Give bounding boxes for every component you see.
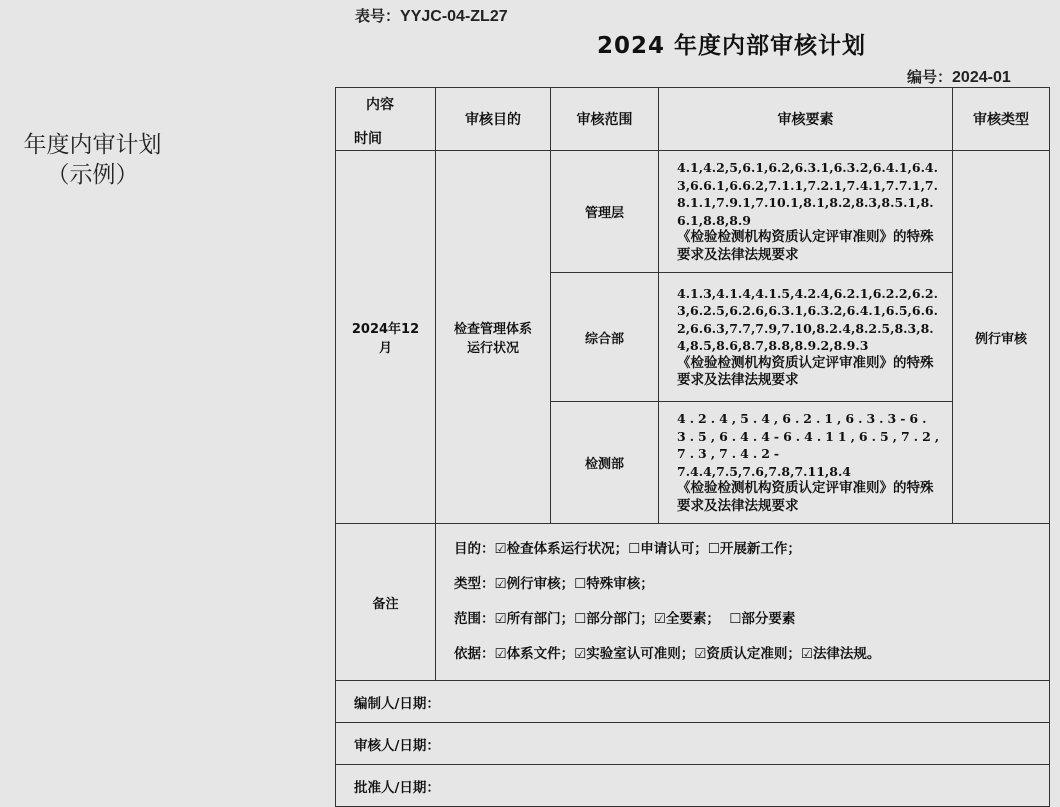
approved-by-field[interactable]: 批准人/日期： [336,765,1050,807]
checkbox-icon[interactable]: ☑ [653,611,666,627]
audit-time: 2024年12月 [351,322,420,356]
option-label: 所有部门； [506,611,575,627]
scope-general-dept: 综合部 [551,273,659,402]
signature-row [336,681,1050,723]
notes-label: 备注 [372,596,399,612]
audit-plan-table [335,87,1050,807]
audit-time-cell [336,151,436,524]
clauses-general-dept: 4.1.3,4.1.4,4.1.5,4.2.4,6.2.1,6.2.2,6.2.3,6.2.5,6.2.6,6.3.1,6.3.2,6.4.1,6.5,6.6.2,6.6.3,7.7,7.9,7.10,8.2.4,8.2.5,8.3,8.4,8.5,8.6,8.7,8.8,8.9.2,8.9.3 [677,285,938,353]
option-label: 开展新工作； [719,541,801,557]
option-label: 资质认定准则； [706,646,801,662]
option-label: 特殊审核； [586,576,654,592]
form-number-value: YYJC-04-ZL27 [400,8,508,25]
header-purpose: 审核目的 [436,88,551,151]
form-number-label: 表号： [355,7,401,25]
clauses-testing-dept-cont: 7.4.4,7.5,7.6,7.8,7.11,8.4 [677,463,851,479]
standard-general-dept: 《检验检测机构资质认定评审准则》的特殊要求及法律法规要求 [677,354,934,388]
prepared-by-field[interactable]: 编制人/日期： [336,681,1050,723]
signature-row [336,723,1050,765]
scope-testing-dept: 检测部 [551,402,659,524]
option-label: 实验室认可准则； [586,646,695,662]
elements-general-dept [659,273,953,402]
checkbox-icon[interactable]: ☐ [707,541,720,557]
notes-basis-label: 依据： [454,646,495,662]
clauses-management: 4.1,4.2,5,6.1,6.2,6.3.1,6.3.2,6.4.1,6.4.3,6.6.1,6.6.2,7.1.1,7.2.1,7.4.1,7.7.1,7.8.1.1,7.9.1,7.10.1,8.1,8.2,8.3,8.5.1,8.6.1,8.8,8.9 [677,160,938,228]
checkbox-icon[interactable]: ☑ [494,541,507,557]
option-label: 部分部门； [586,611,654,627]
header-type: 审核类型 [953,88,1050,151]
elements-management [659,151,953,273]
notes-content [436,524,1050,681]
checkbox-icon[interactable]: ☑ [494,576,507,592]
notes-scope-label: 范围： [454,611,495,627]
notes-type-line [454,567,1049,602]
side-title [10,130,175,190]
serial-number [907,66,1011,87]
header-content-label: 内容 [366,97,394,113]
option-label: 部分要素 [741,611,796,627]
audit-type: 例行审核 [974,331,1027,347]
reviewed-by-field[interactable]: 审核人/日期： [336,723,1050,765]
checkbox-icon[interactable]: ☐ [574,611,587,627]
standard-testing-dept: 《检验检测机构资质认定评审准则》的特殊要求及法律法规要求 [677,480,934,514]
checkbox-icon[interactable]: ☐ [574,576,587,592]
notes-purpose-label: 目的： [454,541,495,557]
notes-scope-line [454,602,1049,637]
checkbox-icon[interactable]: ☑ [694,646,707,662]
notes-label-cell [336,524,436,681]
notes-type-label: 类型： [454,576,495,592]
option-label: 体系文件； [506,646,575,662]
audit-type-cell [953,151,1050,524]
header-time-label: 时间 [354,131,382,147]
side-title-main: 年度内审计划 [23,132,162,158]
serial-number-label: 编号： [907,68,953,86]
table-row [336,151,1050,273]
option-label: 法律法规。 [812,646,881,662]
checkbox-icon[interactable]: ☐ [729,611,742,627]
audit-purpose-cell [436,151,551,524]
option-label: 例行审核； [506,576,575,592]
option-label: 申请认可； [640,541,708,557]
option-label: 检查体系运行状况； [506,541,629,557]
option-label: 全要素； [665,611,720,627]
elements-testing-dept [659,402,953,524]
header-elements: 审核要素 [659,88,953,151]
form-number [355,5,508,26]
table-header-row [336,88,1050,151]
notes-purpose-line [454,532,1049,567]
header-scope: 审核范围 [551,88,659,151]
checkbox-icon[interactable]: ☑ [800,646,813,662]
serial-number-value: 2024-01 [952,69,1011,86]
scope-management: 管理层 [551,151,659,273]
notes-row [336,524,1050,681]
clauses-testing-dept: 4.2.4,5.4,6.2.1,6.3.3-6.3.5,6.4.4-6.4.11,6.5,7.2,7.3,7.4.2- [677,411,944,461]
checkbox-icon[interactable]: ☑ [494,611,507,627]
document-title: 2024 年度内部审核计划 [597,33,867,59]
checkbox-icon[interactable]: ☑ [574,646,587,662]
checkbox-icon[interactable]: ☐ [628,541,641,557]
checkbox-icon[interactable]: ☑ [494,646,507,662]
audit-purpose: 检查管理体系运行状况 [454,322,533,356]
standard-management: 《检验检测机构资质认定评审准则》的特殊要求及法律法规要求 [677,229,934,263]
header-corner-cell [336,88,436,151]
side-title-sub: （示例） [46,162,139,188]
notes-basis-line [454,637,1049,672]
signature-row [336,765,1050,807]
